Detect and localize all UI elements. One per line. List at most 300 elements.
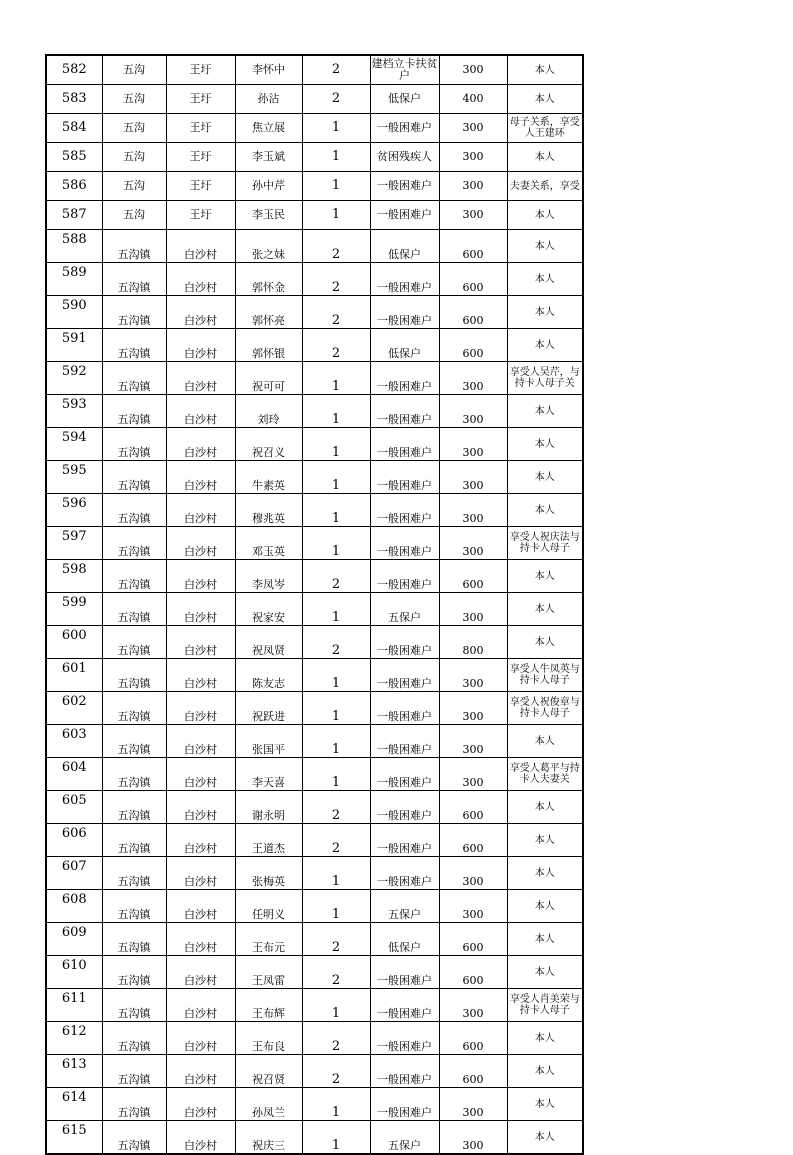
row-number: 614 — [46, 1088, 102, 1121]
person-count-cell: 2 — [302, 1055, 370, 1088]
table-row — [46, 725, 583, 758]
person-count-cell: 1 — [302, 114, 370, 143]
row-number: 587 — [46, 201, 102, 230]
village-cell: 白沙村 — [166, 659, 235, 692]
town-cell: 五沟镇 — [102, 428, 166, 461]
row-number: 583 — [46, 85, 102, 114]
cardholder-name-cell: 穆兆英 — [235, 494, 302, 527]
town-cell: 五沟 — [102, 55, 166, 85]
household-category-cell: 低保户 — [370, 923, 439, 956]
person-count-cell: 2 — [302, 263, 370, 296]
table-row — [46, 1088, 583, 1121]
row-number: 615 — [46, 1121, 102, 1155]
relation-cell: 本人 — [507, 1022, 583, 1055]
relation-cell: 本人 — [507, 1088, 583, 1121]
cardholder-name-cell: 李怀中 — [235, 55, 302, 85]
household-category-cell: 一般困难户 — [370, 296, 439, 329]
amount-cell: 600 — [439, 329, 507, 362]
town-cell: 五沟镇 — [102, 626, 166, 659]
person-count-cell: 1 — [302, 362, 370, 395]
village-cell: 白沙村 — [166, 1088, 235, 1121]
cardholder-name-cell: 祝庆三 — [235, 1121, 302, 1155]
household-category-cell: 一般困难户 — [370, 114, 439, 143]
table-row — [46, 143, 583, 172]
cardholder-name-cell: 刘玲 — [235, 395, 302, 428]
household-category-cell: 一般困难户 — [370, 362, 439, 395]
household-category-cell: 一般困难户 — [370, 1022, 439, 1055]
relation-cell: 本人 — [507, 296, 583, 329]
cardholder-name-cell: 祝家安 — [235, 593, 302, 626]
relation-cell: 本人 — [507, 1121, 583, 1155]
row-number: 585 — [46, 143, 102, 172]
amount-cell: 300 — [439, 989, 507, 1022]
cardholder-name-cell: 李凤岑 — [235, 560, 302, 593]
relation-cell: 本人 — [507, 494, 583, 527]
relation-cell: 本人 — [507, 923, 583, 956]
relation-cell: 本人 — [507, 329, 583, 362]
cardholder-name-cell: 张之妹 — [235, 230, 302, 263]
village-cell: 白沙村 — [166, 725, 235, 758]
town-cell: 五沟镇 — [102, 791, 166, 824]
village-cell: 白沙村 — [166, 296, 235, 329]
amount-cell: 300 — [439, 428, 507, 461]
cardholder-name-cell: 王布良 — [235, 1022, 302, 1055]
village-cell: 白沙村 — [166, 395, 235, 428]
person-count-cell: 1 — [302, 692, 370, 725]
relation-cell: 享受人肖美荣与持卡人母子 — [507, 989, 583, 1022]
table-row — [46, 758, 583, 791]
cardholder-name-cell: 王道杰 — [235, 824, 302, 857]
amount-cell: 300 — [439, 201, 507, 230]
table-row — [46, 659, 583, 692]
amount-cell: 300 — [439, 114, 507, 143]
amount-cell: 300 — [439, 1121, 507, 1155]
village-cell: 白沙村 — [166, 263, 235, 296]
table-row — [46, 923, 583, 956]
relation-cell: 享受人牛凤英与持卡人母子 — [507, 659, 583, 692]
relation-cell: 夫妻关系，享受 — [507, 172, 583, 201]
person-count-cell: 1 — [302, 659, 370, 692]
person-count-cell: 1 — [302, 428, 370, 461]
household-category-cell: 低保户 — [370, 329, 439, 362]
row-number: 596 — [46, 494, 102, 527]
row-number: 590 — [46, 296, 102, 329]
table-row — [46, 172, 583, 201]
person-count-cell: 1 — [302, 143, 370, 172]
village-cell: 白沙村 — [166, 461, 235, 494]
amount-cell: 600 — [439, 230, 507, 263]
row-number: 595 — [46, 461, 102, 494]
table-row — [46, 1022, 583, 1055]
town-cell: 五沟镇 — [102, 593, 166, 626]
row-number: 598 — [46, 560, 102, 593]
row-number: 589 — [46, 263, 102, 296]
town-cell: 五沟镇 — [102, 461, 166, 494]
cardholder-name-cell: 孙沾 — [235, 85, 302, 114]
row-number: 593 — [46, 395, 102, 428]
village-cell: 白沙村 — [166, 923, 235, 956]
cardholder-name-cell: 祝可可 — [235, 362, 302, 395]
cardholder-name-cell: 陈友志 — [235, 659, 302, 692]
table-row — [46, 560, 583, 593]
row-number: 604 — [46, 758, 102, 791]
table-row — [46, 362, 583, 395]
cardholder-name-cell: 郭怀亮 — [235, 296, 302, 329]
village-cell: 白沙村 — [166, 593, 235, 626]
relation-cell: 享受人祝俊章与持卡人母子 — [507, 692, 583, 725]
row-number: 611 — [46, 989, 102, 1022]
village-cell: 白沙村 — [166, 791, 235, 824]
town-cell: 五沟 — [102, 143, 166, 172]
town-cell: 五沟镇 — [102, 956, 166, 989]
household-category-cell: 五保户 — [370, 1121, 439, 1155]
village-cell: 王圩 — [166, 143, 235, 172]
town-cell: 五沟镇 — [102, 1088, 166, 1121]
person-count-cell: 1 — [302, 1121, 370, 1155]
table-row — [46, 956, 583, 989]
table-row — [46, 989, 583, 1022]
cardholder-name-cell: 祝召贤 — [235, 1055, 302, 1088]
village-cell: 白沙村 — [166, 1121, 235, 1155]
relation-cell: 本人 — [507, 890, 583, 923]
amount-cell: 600 — [439, 1022, 507, 1055]
village-cell: 白沙村 — [166, 230, 235, 263]
cardholder-name-cell: 孙凤兰 — [235, 1088, 302, 1121]
amount-cell: 600 — [439, 824, 507, 857]
amount-cell: 300 — [439, 362, 507, 395]
relation-cell: 本人 — [507, 85, 583, 114]
amount-cell: 300 — [439, 692, 507, 725]
town-cell: 五沟镇 — [102, 1055, 166, 1088]
relation-cell: 本人 — [507, 857, 583, 890]
town-cell: 五沟镇 — [102, 659, 166, 692]
cardholder-name-cell: 祝凤贤 — [235, 626, 302, 659]
table-row — [46, 461, 583, 494]
relation-cell: 享受人吴芹，与持卡人母子关 — [507, 362, 583, 395]
town-cell: 五沟 — [102, 172, 166, 201]
row-number: 600 — [46, 626, 102, 659]
row-number: 608 — [46, 890, 102, 923]
village-cell: 白沙村 — [166, 527, 235, 560]
village-cell: 白沙村 — [166, 362, 235, 395]
amount-cell: 300 — [439, 494, 507, 527]
row-number: 602 — [46, 692, 102, 725]
town-cell: 五沟镇 — [102, 824, 166, 857]
row-number: 605 — [46, 791, 102, 824]
relation-cell: 本人 — [507, 230, 583, 263]
village-cell: 白沙村 — [166, 824, 235, 857]
village-cell: 王圩 — [166, 85, 235, 114]
relation-cell: 本人 — [507, 395, 583, 428]
person-count-cell: 2 — [302, 626, 370, 659]
table-row — [46, 527, 583, 560]
town-cell: 五沟 — [102, 201, 166, 230]
village-cell: 白沙村 — [166, 692, 235, 725]
town-cell: 五沟镇 — [102, 230, 166, 263]
amount-cell: 300 — [439, 172, 507, 201]
person-count-cell: 1 — [302, 494, 370, 527]
household-category-cell: 一般困难户 — [370, 989, 439, 1022]
village-cell: 王圩 — [166, 201, 235, 230]
row-number: 592 — [46, 362, 102, 395]
relation-cell: 本人 — [507, 1055, 583, 1088]
household-category-cell: 一般困难户 — [370, 758, 439, 791]
cardholder-name-cell: 牛素英 — [235, 461, 302, 494]
household-category-cell: 五保户 — [370, 593, 439, 626]
relation-cell: 本人 — [507, 791, 583, 824]
cardholder-name-cell: 张国平 — [235, 725, 302, 758]
household-category-cell: 一般困难户 — [370, 172, 439, 201]
village-cell: 王圩 — [166, 55, 235, 85]
relation-cell: 本人 — [507, 593, 583, 626]
row-number: 601 — [46, 659, 102, 692]
household-category-cell: 一般困难户 — [370, 1055, 439, 1088]
village-cell: 白沙村 — [166, 626, 235, 659]
row-number: 612 — [46, 1022, 102, 1055]
person-count-cell: 2 — [302, 55, 370, 85]
table-row — [46, 494, 583, 527]
town-cell: 五沟 — [102, 114, 166, 143]
town-cell: 五沟镇 — [102, 362, 166, 395]
table-row — [46, 114, 583, 143]
row-number: 607 — [46, 857, 102, 890]
household-category-cell: 一般困难户 — [370, 560, 439, 593]
person-count-cell: 1 — [302, 461, 370, 494]
relation-cell: 本人 — [507, 263, 583, 296]
row-number: 584 — [46, 114, 102, 143]
village-cell: 白沙村 — [166, 989, 235, 1022]
village-cell: 白沙村 — [166, 1022, 235, 1055]
amount-cell: 600 — [439, 923, 507, 956]
household-category-cell: 低保户 — [370, 85, 439, 114]
household-category-cell: 一般困难户 — [370, 1088, 439, 1121]
amount-cell: 600 — [439, 296, 507, 329]
household-category-cell: 一般困难户 — [370, 791, 439, 824]
cardholder-name-cell: 王凤雷 — [235, 956, 302, 989]
table-row — [46, 857, 583, 890]
cardholder-name-cell: 任明义 — [235, 890, 302, 923]
person-count-cell: 1 — [302, 527, 370, 560]
person-count-cell: 1 — [302, 725, 370, 758]
person-count-cell: 1 — [302, 593, 370, 626]
table-row — [46, 824, 583, 857]
amount-cell: 300 — [439, 395, 507, 428]
person-count-cell: 1 — [302, 201, 370, 230]
relation-cell: 本人 — [507, 626, 583, 659]
amount-cell: 300 — [439, 758, 507, 791]
person-count-cell: 2 — [302, 1022, 370, 1055]
table-row — [46, 263, 583, 296]
town-cell: 五沟镇 — [102, 890, 166, 923]
cardholder-name-cell: 谢永明 — [235, 791, 302, 824]
cardholder-name-cell: 李玉斌 — [235, 143, 302, 172]
table-row — [46, 296, 583, 329]
town-cell: 五沟镇 — [102, 494, 166, 527]
relation-cell: 本人 — [507, 201, 583, 230]
row-number: 586 — [46, 172, 102, 201]
village-cell: 白沙村 — [166, 758, 235, 791]
relation-cell: 本人 — [507, 55, 583, 85]
village-cell: 白沙村 — [166, 956, 235, 989]
town-cell: 五沟 — [102, 85, 166, 114]
table-row — [46, 428, 583, 461]
amount-cell: 300 — [439, 659, 507, 692]
row-number: 588 — [46, 230, 102, 263]
cardholder-name-cell: 祝召义 — [235, 428, 302, 461]
person-count-cell: 1 — [302, 890, 370, 923]
village-cell: 白沙村 — [166, 428, 235, 461]
household-category-cell: 一般困难户 — [370, 395, 439, 428]
town-cell: 五沟镇 — [102, 857, 166, 890]
cardholder-name-cell: 祝跃进 — [235, 692, 302, 725]
village-cell: 白沙村 — [166, 1055, 235, 1088]
relation-cell: 母子关系，享受人王建环 — [507, 114, 583, 143]
amount-cell: 300 — [439, 1088, 507, 1121]
amount-cell: 800 — [439, 626, 507, 659]
row-number: 582 — [46, 55, 102, 85]
village-cell: 白沙村 — [166, 494, 235, 527]
table-row — [46, 692, 583, 725]
cardholder-name-cell: 李天喜 — [235, 758, 302, 791]
person-count-cell: 2 — [302, 230, 370, 263]
person-count-cell: 2 — [302, 85, 370, 114]
row-number: 609 — [46, 923, 102, 956]
cardholder-name-cell: 焦立展 — [235, 114, 302, 143]
row-number: 603 — [46, 725, 102, 758]
amount-cell: 600 — [439, 1055, 507, 1088]
household-category-cell: 一般困难户 — [370, 428, 439, 461]
cardholder-name-cell: 张梅英 — [235, 857, 302, 890]
household-category-cell: 贫困残疾人 — [370, 143, 439, 172]
household-category-cell: 一般困难户 — [370, 626, 439, 659]
amount-cell: 300 — [439, 527, 507, 560]
household-category-cell: 一般困难户 — [370, 659, 439, 692]
table-row — [46, 626, 583, 659]
person-count-cell: 2 — [302, 791, 370, 824]
person-count-cell: 1 — [302, 989, 370, 1022]
village-cell: 白沙村 — [166, 857, 235, 890]
person-count-cell: 1 — [302, 758, 370, 791]
town-cell: 五沟镇 — [102, 329, 166, 362]
town-cell: 五沟镇 — [102, 989, 166, 1022]
amount-cell: 300 — [439, 55, 507, 85]
person-count-cell: 2 — [302, 824, 370, 857]
relation-cell: 本人 — [507, 560, 583, 593]
amount-cell: 300 — [439, 857, 507, 890]
household-category-cell: 一般困难户 — [370, 494, 439, 527]
relation-cell: 本人 — [507, 143, 583, 172]
row-number: 594 — [46, 428, 102, 461]
person-count-cell: 1 — [302, 857, 370, 890]
person-count-cell: 2 — [302, 560, 370, 593]
village-cell: 白沙村 — [166, 329, 235, 362]
household-category-cell: 一般困难户 — [370, 201, 439, 230]
cardholder-name-cell: 郭怀银 — [235, 329, 302, 362]
village-cell: 白沙村 — [166, 890, 235, 923]
household-category-cell: 一般困难户 — [370, 461, 439, 494]
town-cell: 五沟镇 — [102, 1022, 166, 1055]
household-category-cell: 一般困难户 — [370, 263, 439, 296]
village-cell: 王圩 — [166, 114, 235, 143]
village-cell: 白沙村 — [166, 560, 235, 593]
table-row — [46, 1121, 583, 1155]
amount-cell: 300 — [439, 593, 507, 626]
town-cell: 五沟镇 — [102, 560, 166, 593]
town-cell: 五沟镇 — [102, 296, 166, 329]
town-cell: 五沟镇 — [102, 725, 166, 758]
relation-cell: 享受人祝庆法与持卡人母子 — [507, 527, 583, 560]
amount-cell: 300 — [439, 890, 507, 923]
relation-cell: 本人 — [507, 824, 583, 857]
relation-cell: 本人 — [507, 956, 583, 989]
row-number: 606 — [46, 824, 102, 857]
household-category-cell: 五保户 — [370, 890, 439, 923]
relation-cell: 本人 — [507, 725, 583, 758]
household-category-cell: 一般困难户 — [370, 527, 439, 560]
table-row — [46, 201, 583, 230]
person-count-cell: 2 — [302, 296, 370, 329]
cardholder-name-cell: 邓玉英 — [235, 527, 302, 560]
row-number: 610 — [46, 956, 102, 989]
relation-cell: 本人 — [507, 428, 583, 461]
amount-cell: 300 — [439, 461, 507, 494]
person-count-cell: 1 — [302, 172, 370, 201]
cardholder-name-cell: 李玉民 — [235, 201, 302, 230]
cardholder-name-cell: 孙中芹 — [235, 172, 302, 201]
cardholder-name-cell: 郭怀金 — [235, 263, 302, 296]
amount-cell: 300 — [439, 143, 507, 172]
person-count-cell: 1 — [302, 1088, 370, 1121]
village-cell: 王圩 — [166, 172, 235, 201]
amount-cell: 600 — [439, 956, 507, 989]
table-row — [46, 395, 583, 428]
table-row — [46, 593, 583, 626]
table-row — [46, 890, 583, 923]
household-category-cell: 一般困难户 — [370, 692, 439, 725]
town-cell: 五沟镇 — [102, 923, 166, 956]
person-count-cell: 2 — [302, 956, 370, 989]
relation-cell: 本人 — [507, 461, 583, 494]
person-count-cell: 2 — [302, 923, 370, 956]
town-cell: 五沟镇 — [102, 395, 166, 428]
person-count-cell: 1 — [302, 395, 370, 428]
cardholder-name-cell: 王布元 — [235, 923, 302, 956]
household-category-cell: 一般困难户 — [370, 725, 439, 758]
amount-cell: 300 — [439, 725, 507, 758]
cardholder-name-cell: 王布辉 — [235, 989, 302, 1022]
household-category-cell: 一般困难户 — [370, 824, 439, 857]
town-cell: 五沟镇 — [102, 527, 166, 560]
amount-cell: 600 — [439, 791, 507, 824]
subsidy-table — [45, 54, 584, 1155]
table-row — [46, 85, 583, 114]
amount-cell: 600 — [439, 263, 507, 296]
household-category-cell: 一般困难户 — [370, 956, 439, 989]
table-row — [46, 791, 583, 824]
person-count-cell: 2 — [302, 329, 370, 362]
row-number: 613 — [46, 1055, 102, 1088]
town-cell: 五沟镇 — [102, 692, 166, 725]
table-row — [46, 230, 583, 263]
row-number: 597 — [46, 527, 102, 560]
household-category-cell: 低保户 — [370, 230, 439, 263]
amount-cell: 600 — [439, 560, 507, 593]
table-body — [46, 55, 583, 1154]
table-row — [46, 1055, 583, 1088]
town-cell: 五沟镇 — [102, 1121, 166, 1155]
amount-cell: 400 — [439, 85, 507, 114]
town-cell: 五沟镇 — [102, 263, 166, 296]
